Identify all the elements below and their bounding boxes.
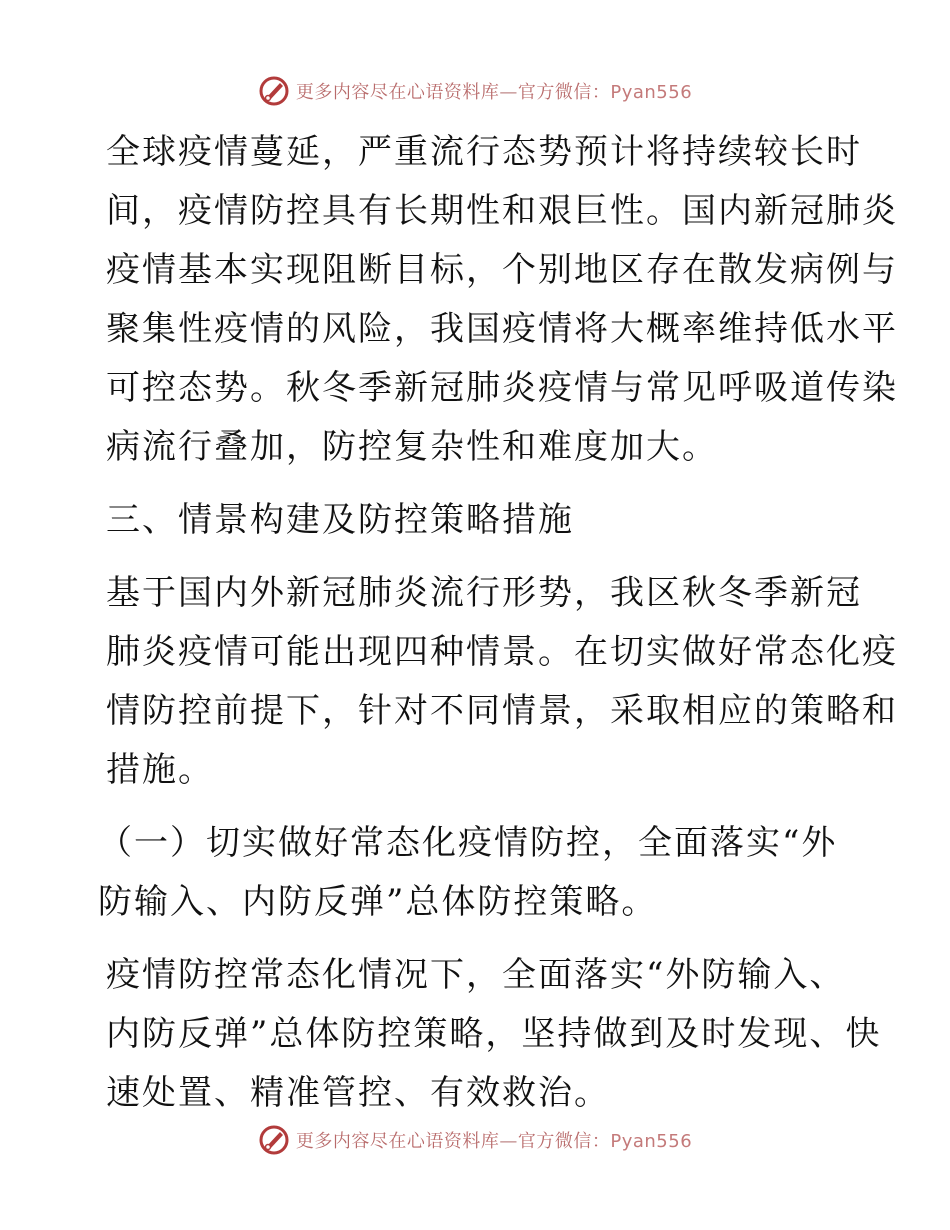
document-body	[98, 123, 898, 1123]
text-line: 速处置、精准管控、有效救治。	[106, 1073, 610, 1113]
watermark-logo-icon	[258, 75, 290, 107]
heading-line: 防输入、内防反弹”总体防控策略。	[98, 882, 658, 922]
watermark-footer	[0, 1120, 950, 1160]
text-line: 病流行叠加，防控复杂性和难度加大。	[106, 427, 718, 467]
heading-line: （一）切实做好常态化疫情防控，全面落实“外	[98, 823, 838, 863]
section-heading	[98, 491, 858, 550]
text-line: 疫情基本实现阻断目标，个别地区存在散发病例与	[106, 250, 898, 290]
text-line: 间，疫情防控具有长期性和艰巨性。国内新冠肺炎	[106, 191, 898, 231]
watermark-logo-icon	[258, 1124, 290, 1156]
text-line: 疫情防控常态化情况下，全面落实“外防输入、	[106, 955, 846, 995]
paragraph-scenarios	[98, 564, 898, 800]
text-line: 基于国内外新冠肺炎流行形势，我区秋冬季新冠	[106, 573, 862, 613]
text-line: 聚集性疫情的风险，我国疫情将大概率维持低水平	[106, 309, 898, 349]
watermark-label: 更多内容尽在心语资料库—官方微信：Pyan556	[295, 82, 693, 103]
text-line: 内防反弹”总体防控策略，坚持做到及时发现、快	[106, 1014, 882, 1054]
paragraph-strategy	[98, 946, 882, 1123]
text-line: 情防控前提下，针对不同情景，采取相应的策略和	[106, 691, 898, 731]
text-line: 肺炎疫情可能出现四种情景。在切实做好常态化疫	[106, 632, 898, 672]
text-line: 可控态势。秋冬季新冠肺炎疫情与常见呼吸道传染	[106, 368, 898, 408]
text-line: 全球疫情蔓延，严重流行态势预计将持续较长时	[106, 132, 862, 172]
heading-line: 三、情景构建及防控策略措施	[106, 500, 574, 540]
text-line: 措施。	[106, 750, 214, 790]
watermark-label: 更多内容尽在心语资料库—官方微信：Pyan556	[295, 1131, 693, 1152]
watermark-header	[0, 71, 950, 111]
paragraph-situation	[98, 123, 898, 477]
subsection-heading	[98, 814, 858, 932]
